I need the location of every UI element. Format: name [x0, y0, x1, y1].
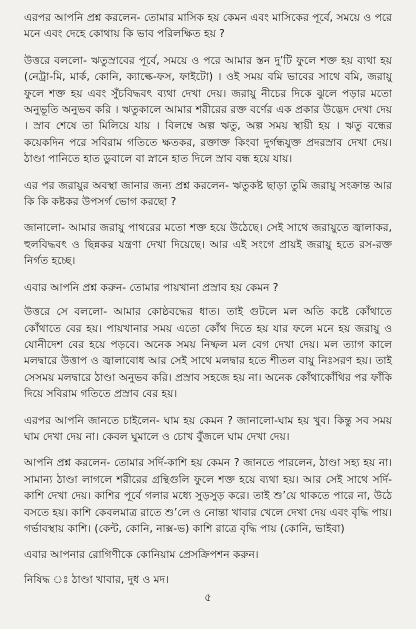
paragraph-menses-answer: উত্তরে বললো- ঋতুস্রাবের পূর্বে, সময়ে ও পরে আমার স্তন দু’টি ফুলে শক্ত হয় ব্যথা হয় (নেট্রা-মি, মার্ক, কোনি, ক্যাল্কে-ফস, ফাইটো) । ওই সময় বমি ভাবের সাথে বমি, জরায়ু ফুলে শক্ত হয় এবং সুঁচবিদ্ধবৎ ব্যথা দেখা দেয়। জরায়ু নীচের দিকে ঝুলে পড়ার মতো অনুভূতি অনুভব করি । ঋতুকালে আমার শরীরের রক্ত বর্ণের এক প্রকার উদ্ভেদ দেখা দেয় । স্রাব শেষে তা মিলিয়ে যায় । বিলম্বে অল্প ঋতু, অল্প সময় স্থায়ী হয় । ঋতু বন্ধের কয়েকদিন পরে সবিরাম গতিতে ক্ষতকর, রক্তাক্ত কিংবা দুর্গন্ধযুক্ত প্রদরস্রাব দেখা দেয়। ঠাণ্ডা পানিতে হাত ডুবালে বা স্নানে হাত দিলে স্রাব বন্ধ হয়ে যায়। [24, 54, 392, 166]
paragraph-sweat: এরপর আপনি জানতে চাইলেন- ঘাম হয় কেমন ? জানালো-ঘাম হয় খুব। কিন্তু সব সময় ঘাম দেখা দেয় না। কেবল ঘুমালে ও চোখ বুঁজলে ঘাম দেখা দেয়। [24, 414, 392, 443]
paragraph-uterus-answer: জানালো- আমার জরায়ু পাথরের মতো শক্ত হয়ে উঠেছে। সেই সাথে জরায়ুতে জ্বালাকর, হুলবিদ্ধবৎ ও ছিন্নকর যন্ত্রণা দেখা দিয়েছে। আর এই সংগে প্রায়ই জরায়ু হতে রস-রক্ত নির্গত হচ্ছে। [24, 222, 392, 268]
page-number: ৫ [204, 591, 212, 604]
paragraph-cold-cough: আপনি প্রশ্ন করলেন- তোমার সর্দি-কাশি হয় কেমন ? জানতে পারলেন, ঠাণ্ডা সহ্য হয় না। সামান্য ঠাণ্ডা লাগলে শরীরের গ্রন্থিগুলি ফুলে শক্ত হয়ে ব্যথা হয়। আর সেই সাথে সর্দি-কাশি দেখা দেয়। কাশির পূর্বে গলার মধ্যে সুড়সুড় করে। তাই শু’য়ে থাকতে পারে না, উঠে বসতে হয়। কাশি কেবলমাত্র রাতে শু’লে ও নোন্তা খাবার খেলে দেখা দেয় এবং বৃদ্ধি পায়। গর্ভাবস্থায় কাশি। (কেন্ট, কোনি, নাক্স-ভ) কাশি রাত্রে বৃদ্ধি পায় (কোনি, ভাইবা) [24, 457, 392, 535]
paragraph-prescription: এবার আপনার রোগিণীকে কোনিয়াম প্রেসক্রিপশন করুন। [24, 549, 259, 562]
paragraph-stool-urine-question: এবার আপনি প্রশ্ন করুন- তোমার পায়খানা প্রস্রাব হয় কেমন ? [24, 281, 279, 294]
paragraph-uterus-question: এর পর জরায়ুর অবস্থা জানার জন্য প্রশ্ন করলেন- ঋতুকষ্ট ছাড়া তুমি জরায়ু সংক্রান্ত আর কি কি কষ্টকর উপসর্গ ভোগ করছো ? [24, 179, 392, 209]
paragraph-menses-question: এরপর আপনি প্রশ্ন করলেন- তোমার মাসিক হয় কেমন এবং মাসিকের পূর্বে, সময়ে ও পরে মনে এবং দেহে কোথায় কি ভাব পরিলক্ষিত হয় ? [24, 12, 392, 41]
paragraph-prohibited: নিষিদ্ধ ঃ ঠাণ্ডা খাবার, দুধ ও মদ। [24, 573, 169, 586]
paragraph-stool-urine-answer: উত্তরে সে বললো- আমার কোষ্ঠবদ্ধের ধাত। তাই গুটলে মল অতি কষ্টে কোঁথাতে কোঁথাতে বের হয়। পায়খানার সময় এতো কোঁথ দিতে হয় যার ফলে মনে হয় জরায়ু ও যোনীদেশ বের হয়ে পড়বে। অনেক সময় নিষ্ফল মল বেগ দেখা দেয়। মল ত্যাগ কালে মলদ্বারে উত্তাপ ও জ্বালাবোধ আর সেই সাথে মলদ্বার হতে শীতল বায়ু নিঃসরণ হয়। তাই সেসময় মলদ্বারে ঠাণ্ডা অনুভব করি। প্রস্রাব সহজে হয় না। অনেক কোঁথাকোঁথির পর ফাঁকি দিয়ে সবিরাম গতিতে প্রস্রাব বের হয়। [24, 306, 392, 401]
